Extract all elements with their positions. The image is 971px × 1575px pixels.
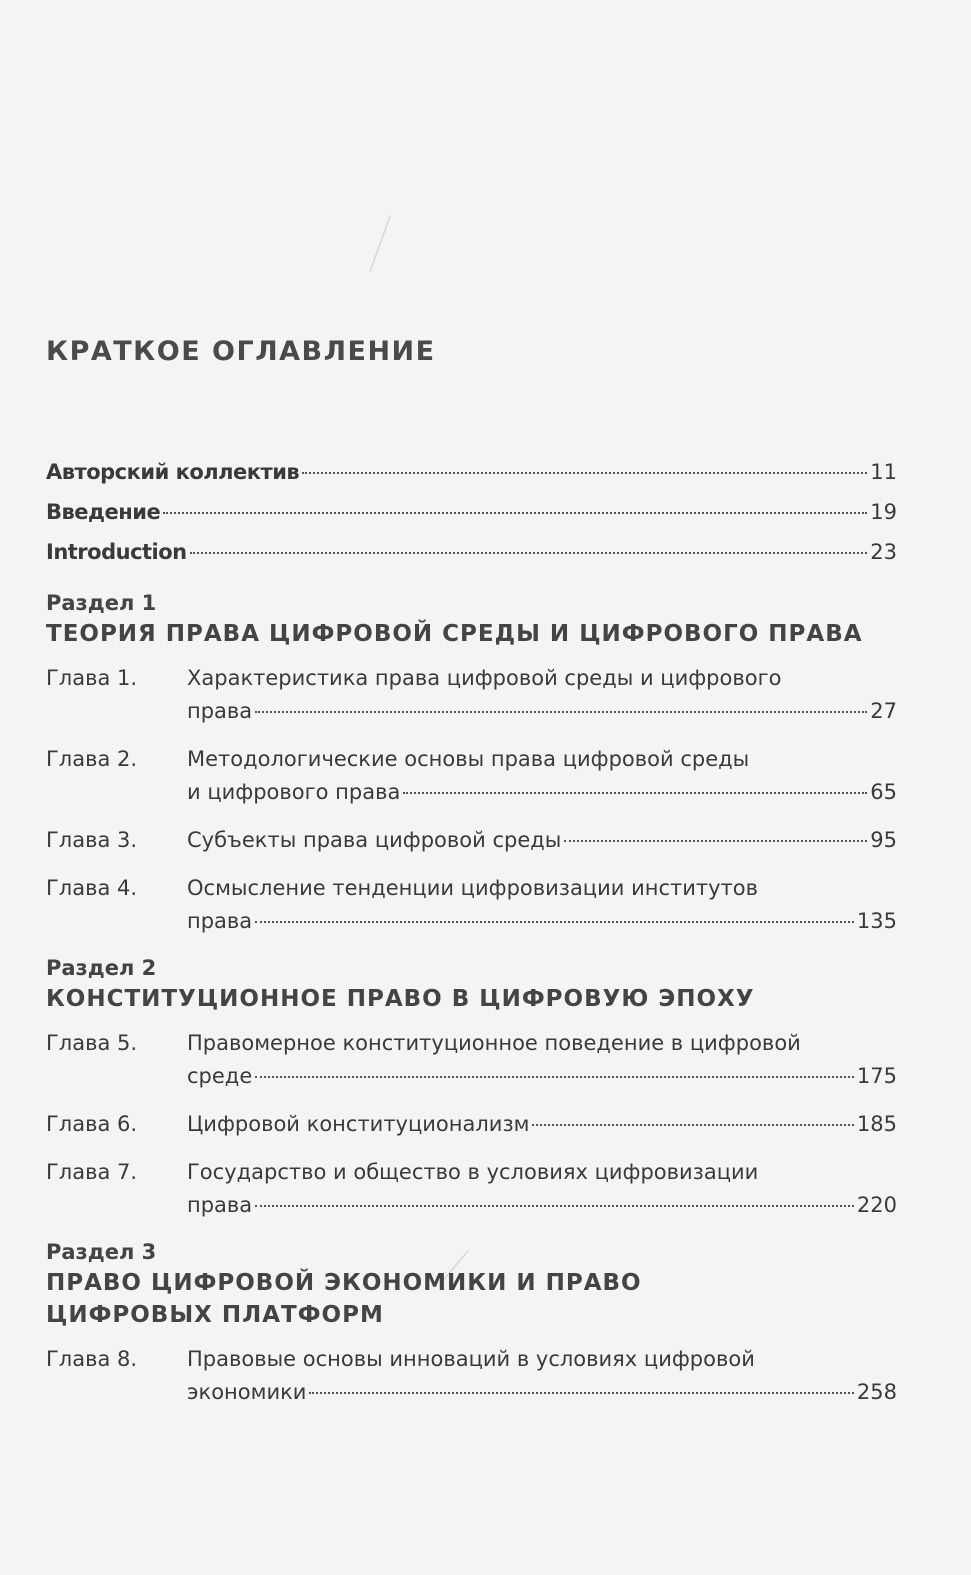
leader-dots [403,792,867,794]
chapter-title-line: Характеристика права цифровой среды и цифрового [187,666,782,690]
section-3 [46,1237,897,1409]
chapter-label: Глава 8. [46,1347,138,1371]
chapter-title-line: Правовые основы инноваций в условиях цифровой [187,1347,755,1371]
section-number: Раздел 3 [46,1240,157,1264]
toc-chapter-5[interactable] [46,1027,897,1093]
leader-dots [190,552,868,554]
toc-page-number: 185 [856,1112,897,1136]
toc-chapter-3[interactable] [46,824,897,857]
section-number: Раздел 2 [46,956,157,980]
leader-dots [302,472,867,474]
leader-dots [532,1124,853,1126]
chapter-title-line: среде [187,1064,253,1088]
chapter-label: Глава 3. [46,828,138,852]
toc-entry-introduction-ru[interactable] [46,492,897,532]
chapter-label: Глава 4. [46,876,138,900]
toc-entry-introduction-en[interactable] [46,532,897,572]
leader-dots [255,1076,854,1078]
chapter-title-line: Осмысление тенденции цифровизации институтов [187,876,758,900]
leader-dots [163,512,867,514]
chapter-label: Глава 5. [46,1031,138,1055]
toc-page-number: 27 [870,699,897,723]
toc-entry-label: Введение [46,500,161,524]
chapter-label: Глава 1. [46,666,138,690]
toc-page-number: 258 [856,1380,897,1404]
leader-dots [255,1205,854,1207]
chapter-label: Глава 2. [46,747,138,771]
chapter-title-line: права [187,909,253,933]
toc-page-number: 175 [856,1064,897,1088]
toc-chapter-6[interactable] [46,1108,897,1141]
chapter-title-line: Методологические основы права цифровой среды [187,747,750,771]
toc-entry-authors[interactable] [46,452,897,492]
leader-dots [309,1392,853,1394]
chapter-title-line: Государство и общество в условиях цифровизации [187,1160,759,1184]
section-title: ПРАВО ЦИФРОВОЙ ЭКОНОМИКИ И ПРАВО ЦИФРОВЫХ ПЛАТФОРМ [46,1270,642,1328]
leader-dots [564,840,867,842]
toc-entry-label: Авторский коллектив [46,460,300,484]
toc-chapter-8[interactable] [46,1343,897,1409]
toc-page-number: 19 [870,500,897,524]
toc-page-number: 220 [856,1193,897,1217]
toc-page-number: 135 [856,909,897,933]
chapter-title-line: Цифровой конституционализм [187,1112,530,1136]
section-2 [46,953,897,1222]
toc-page-number: 95 [870,828,897,852]
leader-dots [255,711,867,713]
toc-chapter-2[interactable] [46,743,897,809]
chapter-title-line: Правомерное конституционное поведение в цифровой [187,1031,801,1055]
toc-page-number: 65 [870,780,897,804]
front-matter [46,452,897,572]
section-title: КОНСТИТУЦИОННОЕ ПРАВО В ЦИФРОВУЮ ЭПОХУ [46,986,755,1012]
section-title: ТЕОРИЯ ПРАВА ЦИФРОВОЙ СРЕДЫ И ЦИФРОВОГО ПРАВА [46,621,863,647]
chapter-title-line: и цифрового права [187,780,401,804]
section-number: Раздел 1 [46,591,157,615]
toc-chapter-4[interactable] [46,872,897,938]
toc-page-number: 23 [870,540,897,564]
chapter-title-line: права [187,699,253,723]
chapter-label: Глава 7. [46,1160,138,1184]
toc-page-number: 11 [870,460,897,484]
chapter-title-line: Субъекты права цифровой среды [187,828,562,852]
table-of-contents [46,330,897,1424]
leader-dots [255,921,854,923]
toc-entry-label: Introduction [46,540,187,564]
chapter-title-line: права [187,1193,253,1217]
pen-mark [369,215,390,272]
section-1 [46,588,897,938]
chapter-label: Глава 6. [46,1112,138,1136]
toc-chapter-7[interactable] [46,1156,897,1222]
toc-chapter-1[interactable] [46,662,897,728]
page-title: КРАТКОЕ ОГЛАВЛЕНИЕ [46,336,436,367]
chapter-title-line: экономики [187,1380,307,1404]
